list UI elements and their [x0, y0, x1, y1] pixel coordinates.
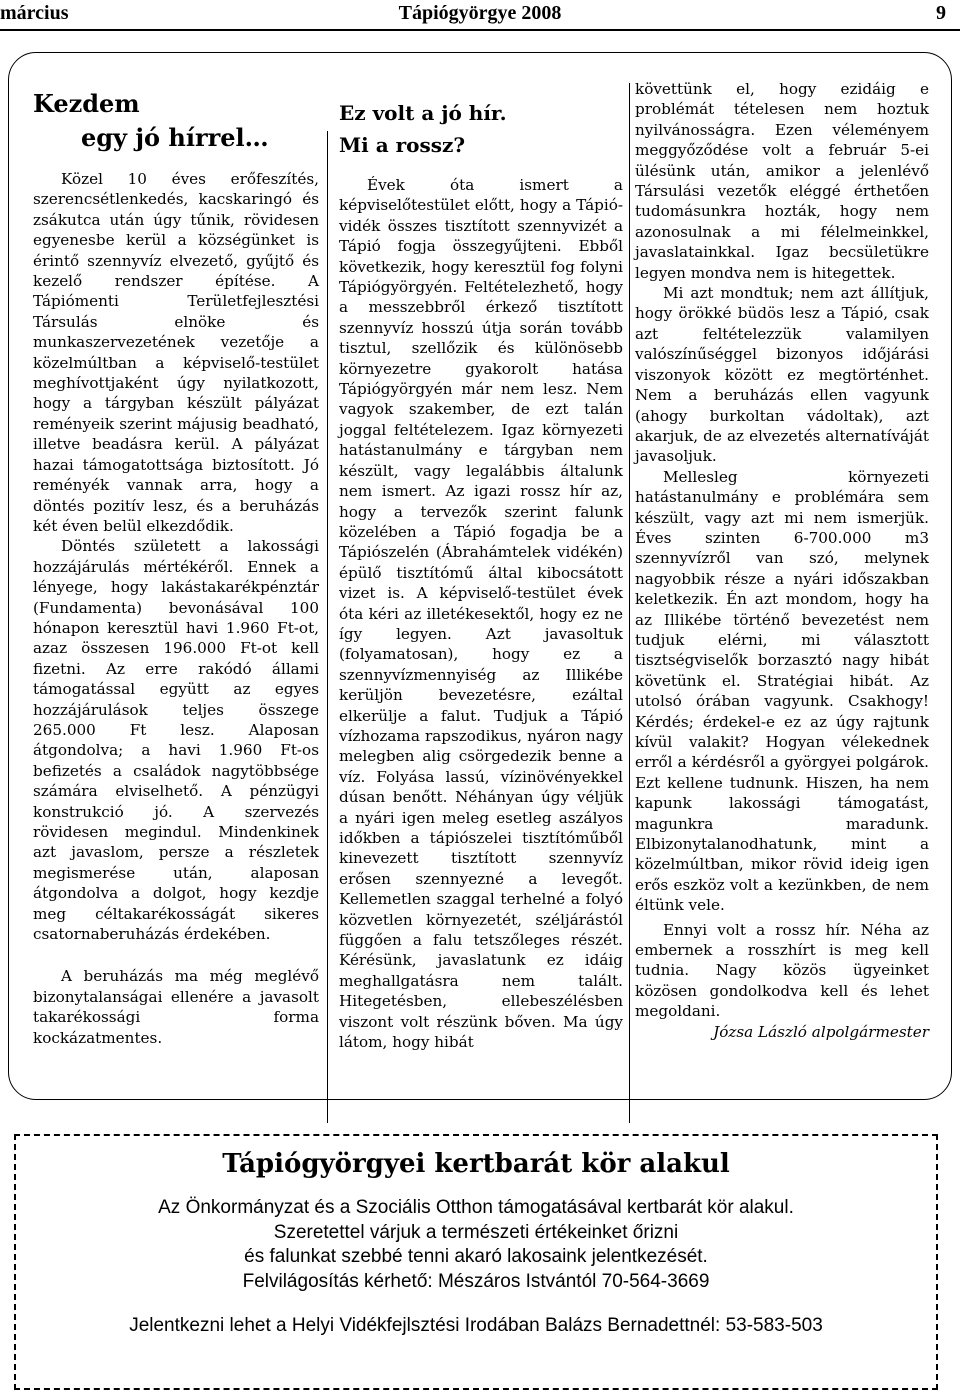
middle-paragraph: Évek óta ismert a képviselőtestület előtt, hogy a Tápió-vidék összes tisztított szennyvizét a Tápió fogja összegyűjteni. Ebből következik, hogy keresztül fog folyni Tápiógyörgyén. Feltételezhető, hogy a messzebbről érkező tisztított szennyvíz hosszú útja során tovább tisztul, szellőzik és különösebb környezetre gyakorolt hatása Tápiógyörgyén már nem lesz. Nem vagyok szakember, de ezt talán joggal feltételezem. Igaz környezeti hatástanulmány e tárgyban nem készült, vagy legalábbis általunk nem ismert. Az igazi rossz hír az, hogy a tervezők szerint falunk közelében a Tápió fogadja be a Tápiószelén (Ábrahámtelek vidékén) épülő tisztítómű által kibocsátott vizet is. A képviselő-testület évek óta kéri az illetékesektől, hogy ez ne így legyen. Azt javasoltuk (folyamatosan), hogy ez a szennyvízmennyiség az Illikébe kerüljön bevezetésre, ezáltal elkerülje a falut. Tudjuk a Tápió vízhozama rapszodikus, nyáron nagy melegben alig csörgedezik benne a víz. Folyása lassú, vízinövényekkel dúsan benőtt. Néhányan úgy véljük a nyári igen meleg esetleg aszályos időkben a tápiószelei tisztítóműből kinevezett tisztított szennyvíz erősen szennyezné a levegőt. Kellemetlen szaggal terhelné a folyó közvetlen környezetét, széljárástól függően a falu tetszőleges részét. Kérésünk, javaslatunk ez idáig meghallgatásra nem talált. Hitegetésben, ellebeszélésben viszont volt részünk bőven. Ma úgy látom, hogy hibát [339, 176, 623, 1052]
right-paragraph-2: Mi azt mondtuk; nem azt állítjuk, hogy örökké büdös lesz a Tápió, csak azt feltételezzük valamilyen valószínűséggel bizonyos időjárási viszonyok között ez megtörténhet. Nem a beruházás ellen vagyunk (ahogy burkoltan vádoltak), azt akarjuk, de az elvezetés alternatíváját javasoljuk. [635, 284, 929, 466]
right-paragraph-4: Ennyi volt a rossz hír. Néha az embernek a rosszhírt is meg kell tudnia. Nagy közös ügyeinket közösen gondolkodva kell és lehet megoldani. [635, 920, 929, 1021]
article-frame [8, 52, 952, 1100]
article-heading-line2: egy jó hírrel… [81, 123, 269, 152]
column-middle [339, 97, 623, 1052]
column-divider-2 [629, 83, 630, 1123]
announcement-line-1: Az Önkormányzat és a Szociális Otthon támogatásával kertbarát kör alakul. [158, 1197, 794, 1218]
signature: Józsa László alpolgármester [713, 1022, 929, 1041]
right-paragraph-1: követtünk el, hogy ezidáig e problémát tételesen nem hoztuk nyilvánosságra. Ezen véleményem meggyőződése volt a február 5-ei ülésünk után, amikor a jelenlévő Társulási vezetők eléggé érthetően tudomásunkra hozták, hogy nem azonosulnak a mi félelmeinkkel, javaslatainkkal. Igaz becsületükre legyen mondva nem is hitegettek. [635, 80, 929, 282]
column-right [635, 79, 929, 1042]
page-header [0, 0, 960, 32]
left-paragraph-3: A beruházás ma még meglévő bizonytalanságai ellenére a javasolt takarékossági forma kockázatmentes. [33, 967, 319, 1047]
column-left [33, 87, 319, 1048]
header-rule [0, 29, 960, 31]
header-month: március [0, 2, 69, 24]
right-paragraph-3: Mellesleg környezeti hatástanulmány e problémára sem készült, vagy azt mi nem ismerjük. Éves szinten 6-700.000 m3 szennyvízről van szó, melynek nagyobbik része a nyári időszakban keletkezik. Én azt mondom, hogy ha az Illikébe történő bevezetést nem tudjuk elérni, mi választott tisztségviselők borzasztó nagy hibát követünk el. Stratégiai hibát. Az utolsó órában vagyunk. Csakhogy! Kérdés; érdekel-e ez az úgy rajtunk kívül valakit? Hogyan vélekednek erről a kérdésről a györgyei polgárok. Ezt kellene tudnunk. Hiszen, ha nem kapunk lakossági támogatást, magunkra maradunk. Elbizonytalanodhatunk, mint a közelmúltban, mikor rövid ideig igen erős eszköz volt a kezünkben, de nem éltünk vele. [635, 467, 929, 915]
announcement-line-5: Jelentkezni lehet a Helyi Vidékfejlsztési Irodában Balázs Bernadettnél: 53-583-503 [129, 1315, 823, 1336]
header-title: Tápiógyörgye 2008 [398, 2, 562, 24]
left-paragraph-2: Döntés született a lakossági hozzájárulás mértékéről. Ennek a lényege, hogy lakástakarékpénztár (Fundamenta) bevonásával 100 hónapon keresztül havi 1.960 Ft-ot, azaz összesen 196.000 Ft-ot kell fizetni. Az erre rakódó állami támogatással együtt az egyes hozzájárulások teljes összege 265.000 Ft lesz. Alaposan átgondolva; a havi 1.960 Ft-os befizetés a családok nagytöbbsége számára elviselhető. A pénzügyi konstrukció jó. A szervezés rövidesen megindul. Mindenkinek azt javaslom, persze a részletek megismerése után, alaposan átgondolva a dolgot, hogy kezdje meg céltakarékosságát sikeres csatornaberuházás érdekében. [33, 537, 319, 944]
left-paragraph-1: Közel 10 éves erőfeszítés, szerencsétlenkedés, kacskaringó és zsákutca után úgy tűnik, rövidesen egyenesbe kerül a községünket is érintő szennyvíz elvezető, gyűjtő és kezelő rendszer építése. A Tápiómenti Területfejlesztési Társulás elnöke és munkaszervezetének vezetője a közelmúltban a képviselő-testület meghívottjaként úgy nyilatkozott, hogy a tárgyban készült pályázat reményeik szerint májusig beadható, illetve beadásra kerül. A pályázat hazai támogatottsága biztosított. Jó reményék vannak arra, hogy a döntés pozitív lesz, és a beruházás két éven belül elkezdődik. [33, 170, 319, 535]
middle-heading-line1: Ez volt a jó hír. [339, 101, 507, 125]
middle-heading-line2: Mi a rossz? [339, 133, 466, 157]
article-heading-line1: Kezdem [33, 89, 140, 118]
announcement-title: Tápiógyörgyei kertbarát kör alakul [222, 1149, 730, 1179]
announcement-line-3: és falunkat szebbé tenni akaró lakosaink jelentkezését. [244, 1246, 708, 1267]
header-page-number: 9 [936, 2, 946, 24]
column-divider-1 [327, 131, 328, 1123]
announcement-line-2: Szeretettel várjuk a természeti értékeinket őrizni [273, 1221, 679, 1243]
announcement-box [14, 1134, 938, 1390]
announcement-line-4: Felvilágosítás kérhető: Mészáros Istvántól 70-564-3669 [242, 1270, 710, 1292]
